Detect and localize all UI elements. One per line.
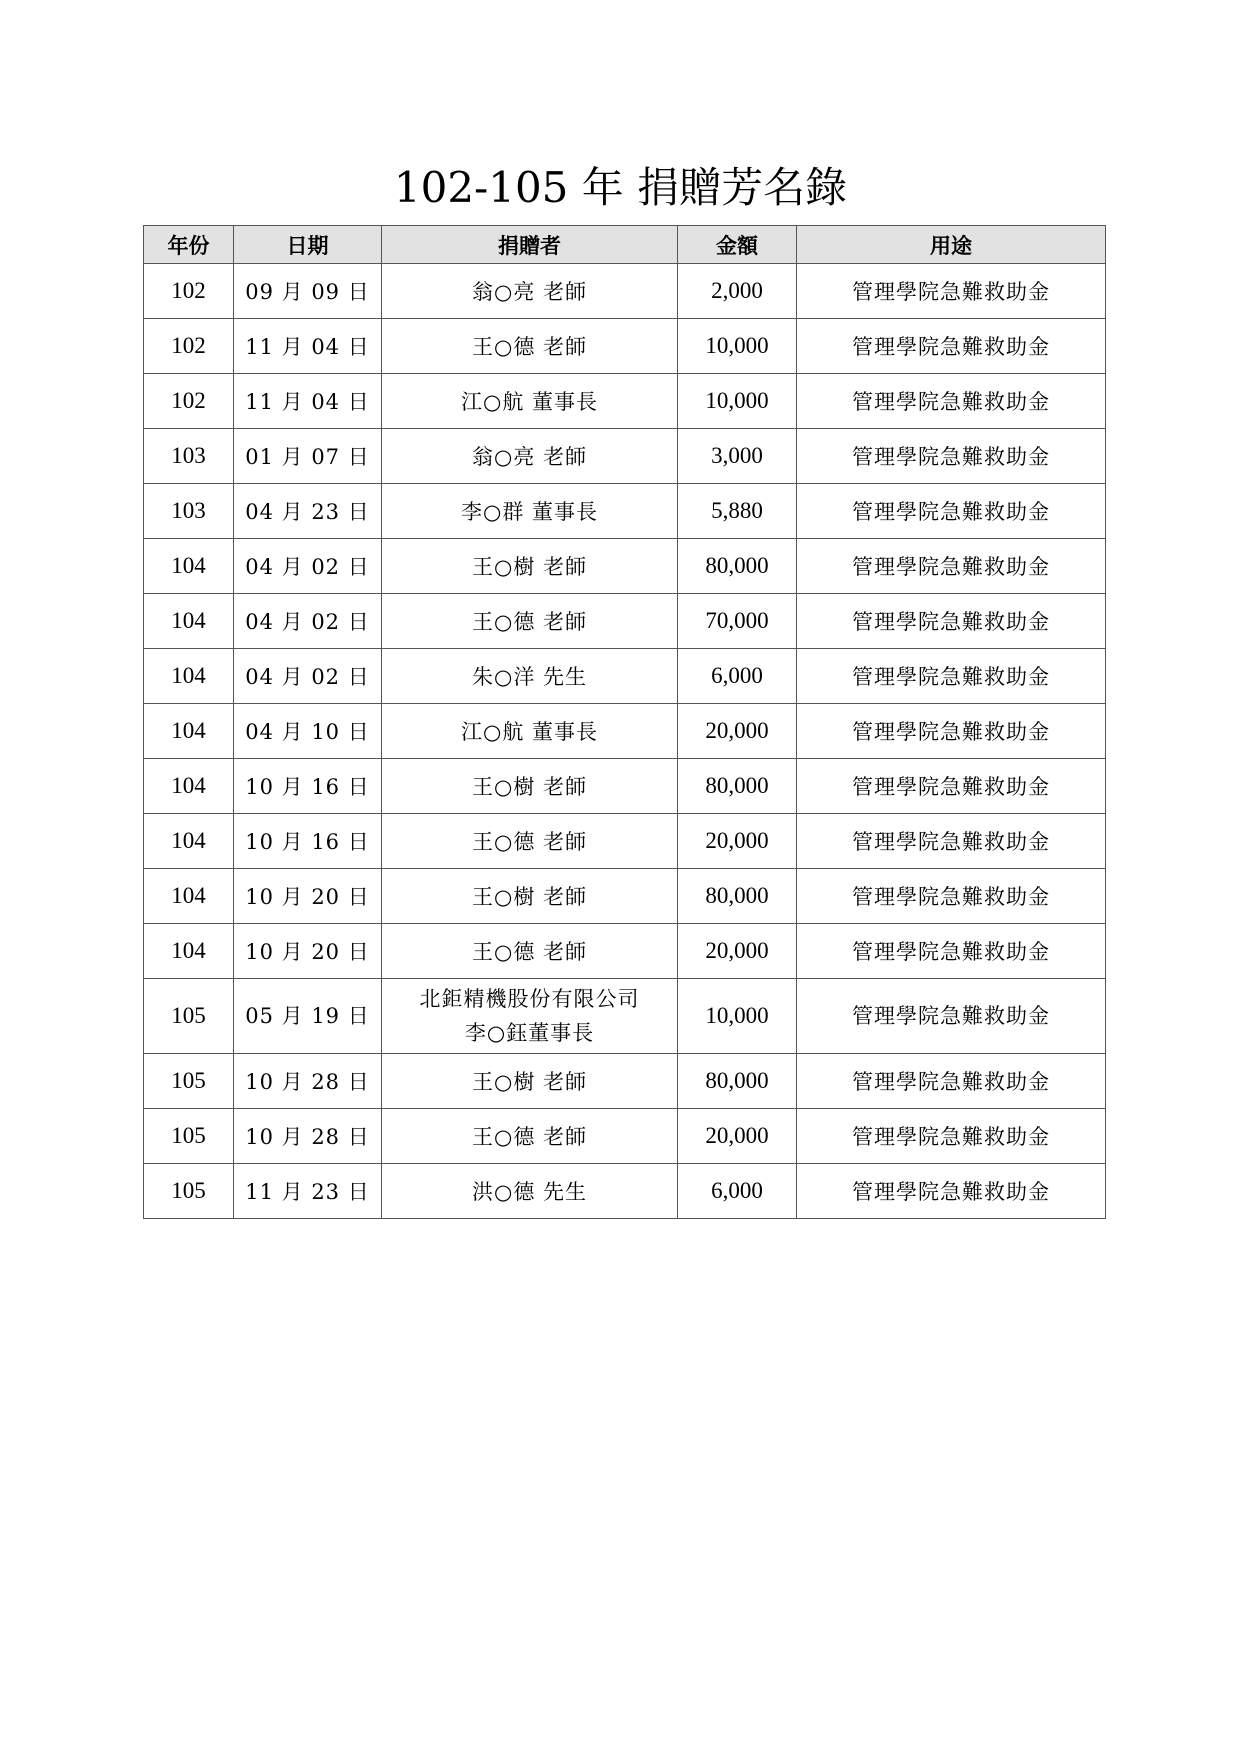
year-cell: 102 [144, 374, 234, 429]
year-cell: 103 [144, 484, 234, 539]
use-cell: 管理學院急難救助金 [797, 924, 1106, 979]
amount-cell: 70,000 [678, 594, 797, 649]
date-cell: 10 月 28 日 [234, 1054, 382, 1109]
table-row [144, 264, 1106, 319]
amount-cell: 5,880 [678, 484, 797, 539]
table-row [144, 594, 1106, 649]
amount-cell: 3,000 [678, 429, 797, 484]
table-row [144, 1164, 1106, 1219]
date-cell: 10 月 16 日 [234, 759, 382, 814]
amount-cell: 6,000 [678, 649, 797, 704]
date-cell: 11 月 23 日 [234, 1164, 382, 1219]
donor-cell [382, 484, 678, 539]
amount-cell: 20,000 [678, 814, 797, 869]
table-row [144, 1054, 1106, 1109]
use-cell: 管理學院急難救助金 [797, 484, 1106, 539]
donor-cell [382, 979, 678, 1054]
donor-line: 江○航 董事長 [461, 720, 598, 744]
use-cell: 管理學院急難救助金 [797, 1054, 1106, 1109]
donation-table [143, 225, 1106, 1219]
donor-cell [382, 429, 678, 484]
amount-cell: 2,000 [678, 264, 797, 319]
donor-cell [382, 649, 678, 704]
donor-cell [382, 1164, 678, 1219]
donor-line: 北鉅精機股份有限公司 [419, 987, 640, 1011]
table-row [144, 814, 1106, 869]
use-cell: 管理學院急難救助金 [797, 814, 1106, 869]
donor-line: 王○樹 老師 [472, 1070, 587, 1094]
use-cell: 管理學院急難救助金 [797, 1109, 1106, 1164]
table-row [144, 704, 1106, 759]
donor-cell [382, 704, 678, 759]
donor-cell [382, 594, 678, 649]
donor-line: 王○德 老師 [472, 830, 587, 854]
donor-line: 洪○德 先生 [472, 1180, 587, 1204]
amount-cell: 10,000 [678, 979, 797, 1054]
table-row [144, 539, 1106, 594]
date-cell: 10 月 28 日 [234, 1109, 382, 1164]
year-cell: 103 [144, 429, 234, 484]
date-cell: 10 月 16 日 [234, 814, 382, 869]
year-cell: 104 [144, 869, 234, 924]
amount-cell: 20,000 [678, 924, 797, 979]
page-title: 102-105 年 捐贈芳名錄 [393, 163, 848, 212]
donor-line: 李○群 董事長 [461, 500, 598, 524]
amount-cell: 80,000 [678, 759, 797, 814]
table-row [144, 319, 1106, 374]
table-body [144, 264, 1106, 1219]
donor-line: 翁○亮 老師 [472, 280, 587, 304]
use-cell: 管理學院急難救助金 [797, 539, 1106, 594]
table-row [144, 649, 1106, 704]
donor-line: 王○德 老師 [472, 1125, 587, 1149]
table-row [144, 924, 1106, 979]
use-cell: 管理學院急難救助金 [797, 979, 1106, 1054]
date-cell: 09 月 09 日 [234, 264, 382, 319]
amount-cell: 80,000 [678, 1054, 797, 1109]
date-cell: 04 月 10 日 [234, 704, 382, 759]
column-header-date: 日期 [234, 226, 382, 264]
year-cell: 104 [144, 649, 234, 704]
column-header-year: 年份 [144, 226, 234, 264]
use-cell: 管理學院急難救助金 [797, 429, 1106, 484]
year-cell: 105 [144, 979, 234, 1054]
donor-cell [382, 374, 678, 429]
year-cell: 105 [144, 1164, 234, 1219]
donor-line: 王○樹 老師 [472, 555, 587, 579]
date-cell: 04 月 02 日 [234, 649, 382, 704]
use-cell: 管理學院急難救助金 [797, 319, 1106, 374]
year-cell: 104 [144, 759, 234, 814]
column-header-amount: 金額 [678, 226, 797, 264]
amount-cell: 10,000 [678, 374, 797, 429]
amount-cell: 20,000 [678, 704, 797, 759]
date-cell: 11 月 04 日 [234, 319, 382, 374]
date-cell: 10 月 20 日 [234, 924, 382, 979]
use-cell: 管理學院急難救助金 [797, 869, 1106, 924]
use-cell: 管理學院急難救助金 [797, 594, 1106, 649]
table-row [144, 374, 1106, 429]
donor-cell [382, 1109, 678, 1164]
use-cell: 管理學院急難救助金 [797, 264, 1106, 319]
donor-line: 王○樹 老師 [472, 885, 587, 909]
date-cell: 04 月 02 日 [234, 539, 382, 594]
amount-cell: 6,000 [678, 1164, 797, 1219]
table-row [144, 484, 1106, 539]
donor-line: 翁○亮 老師 [472, 445, 587, 469]
amount-cell: 80,000 [678, 539, 797, 594]
year-cell: 104 [144, 539, 234, 594]
year-cell: 102 [144, 319, 234, 374]
donor-cell [382, 814, 678, 869]
donor-line: 王○德 老師 [472, 610, 587, 634]
table-row [144, 1109, 1106, 1164]
donor-line: 李○鈺董事長 [464, 1021, 595, 1045]
date-cell: 05 月 19 日 [234, 979, 382, 1054]
year-cell: 105 [144, 1109, 234, 1164]
table-row [144, 869, 1106, 924]
year-cell: 105 [144, 1054, 234, 1109]
use-cell: 管理學院急難救助金 [797, 704, 1106, 759]
year-cell: 104 [144, 594, 234, 649]
donor-cell [382, 264, 678, 319]
donor-cell [382, 319, 678, 374]
year-cell: 104 [144, 704, 234, 759]
table-row [144, 979, 1106, 1054]
date-cell: 10 月 20 日 [234, 869, 382, 924]
table-header-row [144, 226, 1106, 264]
date-cell: 11 月 04 日 [234, 374, 382, 429]
table-row [144, 429, 1106, 484]
year-cell: 104 [144, 924, 234, 979]
donor-cell [382, 539, 678, 594]
use-cell: 管理學院急難救助金 [797, 1164, 1106, 1219]
donor-cell [382, 1054, 678, 1109]
donor-line: 王○德 老師 [472, 940, 587, 964]
donor-cell [382, 759, 678, 814]
use-cell: 管理學院急難救助金 [797, 374, 1106, 429]
amount-cell: 20,000 [678, 1109, 797, 1164]
use-cell: 管理學院急難救助金 [797, 649, 1106, 704]
date-cell: 04 月 23 日 [234, 484, 382, 539]
date-cell: 01 月 07 日 [234, 429, 382, 484]
donor-cell [382, 924, 678, 979]
amount-cell: 80,000 [678, 869, 797, 924]
amount-cell: 10,000 [678, 319, 797, 374]
donor-line: 朱○洋 先生 [472, 665, 587, 689]
column-header-donor: 捐贈者 [382, 226, 678, 264]
donor-line: 江○航 董事長 [461, 390, 598, 414]
year-cell: 104 [144, 814, 234, 869]
column-header-use: 用途 [797, 226, 1106, 264]
date-cell: 04 月 02 日 [234, 594, 382, 649]
year-cell: 102 [144, 264, 234, 319]
donor-line: 王○樹 老師 [472, 775, 587, 799]
donor-cell [382, 869, 678, 924]
table-row [144, 759, 1106, 814]
donor-line: 王○德 老師 [472, 335, 587, 359]
use-cell: 管理學院急難救助金 [797, 759, 1106, 814]
